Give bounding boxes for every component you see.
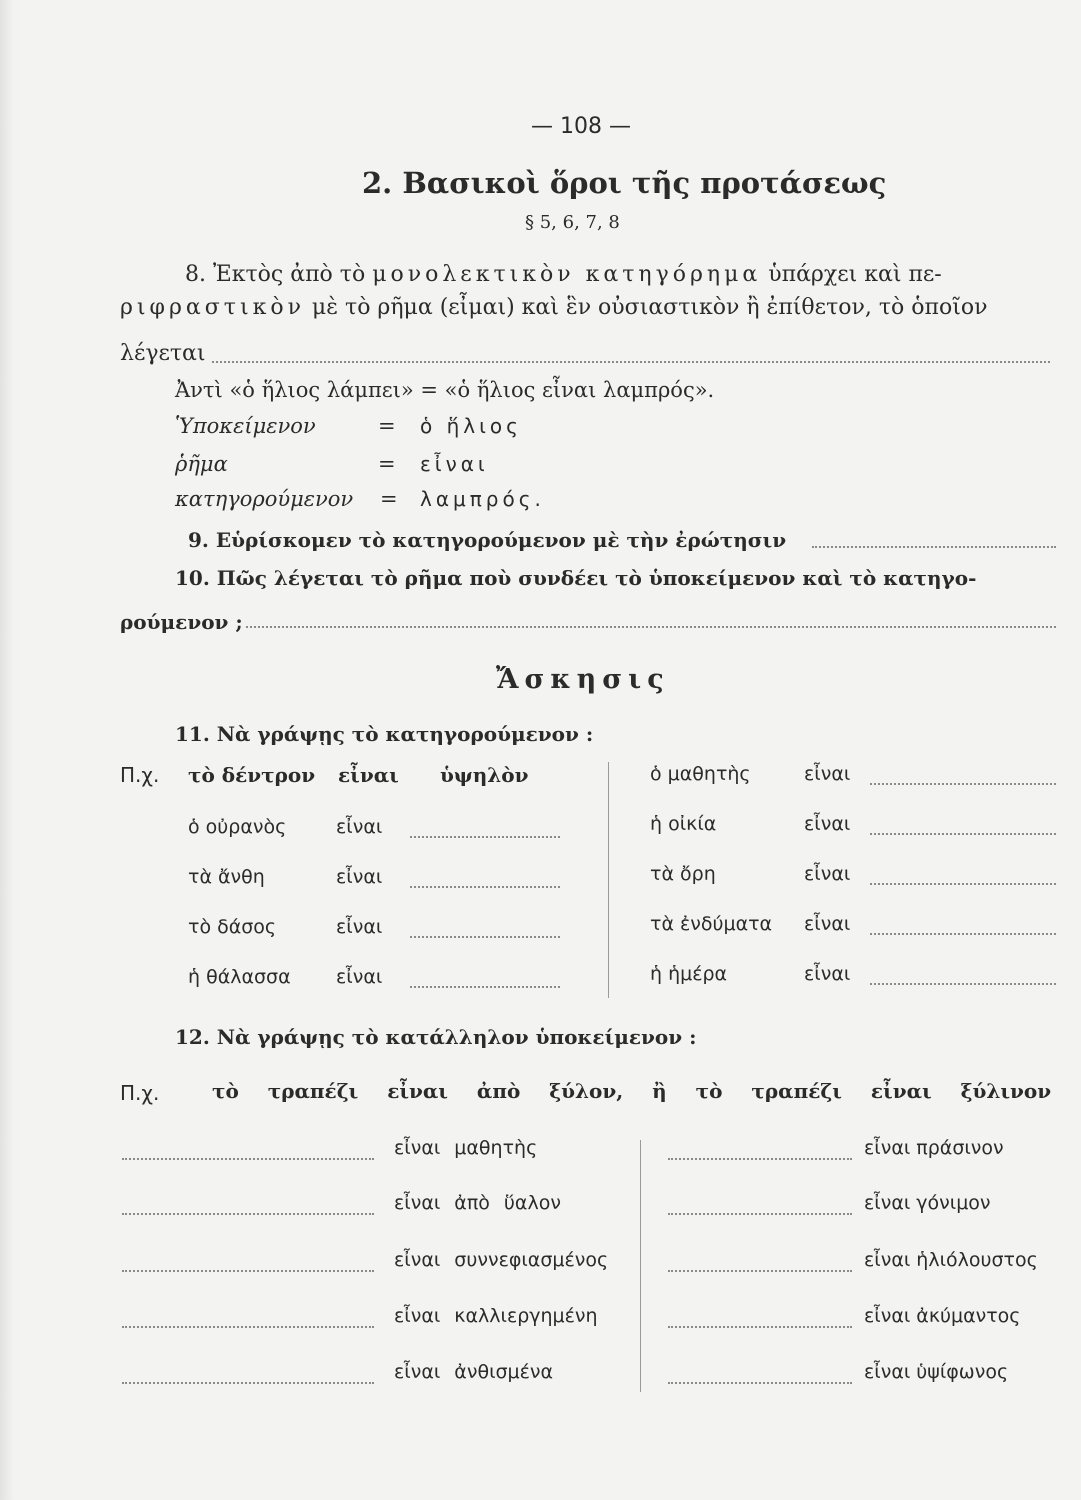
- example-11-subject: τὸ δέντρον: [188, 763, 316, 787]
- q11-left-verb: εἶναι: [336, 966, 383, 988]
- q11-right-answer-line[interactable]: [870, 883, 1056, 885]
- p8-spaced-term-2: ριφραστικὸν: [120, 295, 305, 320]
- example-prefix-12: Π.χ.: [120, 1081, 160, 1105]
- eq-sign: =: [380, 487, 398, 511]
- q12-left-answer-line[interactable]: [122, 1213, 374, 1215]
- p8-text-c: ὑπάρχει καὶ πε-: [761, 262, 942, 287]
- column-divider-12: [640, 1140, 641, 1392]
- q12-right-answer-line[interactable]: [668, 1382, 852, 1384]
- question-10-line1: 10. Πῶς λέγεται τὸ ρῆμα ποὺ συνδέει τὸ ὑποκείμενον καὶ τὸ κατηγο-: [175, 566, 977, 590]
- paragraph-8-line3: λέγεται: [120, 341, 206, 366]
- q12-right-predicate: εἶναι ἡλιόλουστος: [864, 1249, 1038, 1271]
- q11-right-verb: εἶναι: [804, 913, 851, 935]
- q12-left-predicate: εἶναι καλλιεργημένη: [394, 1305, 598, 1327]
- q11-left-subject: ἡ θάλασσα: [188, 966, 291, 988]
- p8-spaced-term: μονολεκτικὸν κατηγόρημα: [372, 262, 762, 287]
- eq-sign: =: [378, 414, 396, 438]
- q12-right-answer-line[interactable]: [668, 1158, 852, 1160]
- q11-right-verb: εἶναι: [804, 763, 851, 785]
- q11-right-answer-line[interactable]: [870, 933, 1056, 935]
- q12-right-answer-line[interactable]: [668, 1213, 852, 1215]
- paragraph-8-line1: [185, 262, 942, 287]
- q12-left-answer-line[interactable]: [122, 1270, 374, 1272]
- q11-left-verb: εἶναι: [336, 866, 383, 888]
- paragraph-8-line2: [120, 295, 987, 320]
- q11-right-answer-line[interactable]: [870, 833, 1056, 835]
- question-11: 11. Νὰ γράψῃς τὸ κατηγορούμενον :: [175, 722, 594, 746]
- exercise-title: Ἄσκησις: [496, 664, 670, 695]
- q12-left-predicate: εἶναι ἀνθισμένα: [394, 1361, 554, 1383]
- q11-right-answer-line[interactable]: [870, 783, 1056, 785]
- q11-left-verb: εἶναι: [336, 816, 383, 838]
- q11-left-verb: εἶναι: [336, 916, 383, 938]
- section-title: 2. Βασικοὶ ὅροι τῆς προτάσεως: [362, 166, 887, 200]
- q11-right-answer-line[interactable]: [870, 983, 1056, 985]
- q11-left-subject: ὁ οὐρανὸς: [188, 816, 287, 838]
- example-intro: Ἀντὶ «ὁ ἥλιος λάμπει» = «ὁ ἥλιος εἶναι λαμπρός».: [175, 378, 715, 402]
- q11-right-verb: εἶναι: [804, 863, 851, 885]
- q11-left-answer-line[interactable]: [410, 986, 560, 988]
- eq-sign: =: [378, 452, 396, 476]
- term-subject: Ὑποκείμενον: [175, 414, 316, 438]
- example-12-sentence: τὸ τραπέζι εἶναι ἀπὸ ξύλον, ἢ τὸ τραπέζι εἶναι ξύλινον: [212, 1079, 1052, 1103]
- q12-right-predicate: εἶναι ὑψίφωνος: [864, 1361, 1009, 1383]
- q12-left-answer-line[interactable]: [122, 1158, 374, 1160]
- q12-right-answer-line[interactable]: [668, 1270, 852, 1272]
- q12-left-answer-line[interactable]: [122, 1382, 374, 1384]
- question-10-line2: ρούμενον ;: [120, 610, 243, 634]
- q11-right-verb: εἶναι: [804, 813, 851, 835]
- question-9: 9. Εὑρίσκομεν τὸ κατηγορούμενον μὲ τὴν ἐρώτησιν: [188, 528, 787, 552]
- q11-left-answer-line[interactable]: [410, 936, 560, 938]
- value-subject: ὁ ἥλιος: [420, 414, 522, 438]
- q11-right-subject: ἡ οἰκία: [650, 813, 717, 835]
- answer-line-8[interactable]: [212, 361, 1050, 363]
- term-predicate: κατηγορούμενον: [175, 487, 354, 511]
- q12-left-predicate: εἶναι συννεφιασμένος: [394, 1249, 609, 1271]
- page-edge-shadow: [0, 0, 14, 1500]
- page-number: — 108 —: [531, 114, 631, 139]
- q12-left-answer-line[interactable]: [122, 1326, 374, 1328]
- q11-right-subject: ὁ μαθητὴς: [650, 763, 751, 785]
- q11-left-subject: τὰ ἄνθη: [188, 866, 265, 888]
- value-predicate: λαμπρός.: [420, 487, 545, 511]
- answer-line-9[interactable]: [812, 546, 1056, 548]
- question-12: 12. Νὰ γράψῃς τὸ κατάλληλον ὑποκείμενον :: [175, 1025, 697, 1049]
- p8-text-a: 8. Ἐκτὸς ἀπὸ τὸ: [185, 262, 373, 287]
- example-prefix-11: Π.χ.: [120, 763, 160, 787]
- q11-right-subject: τὰ ὄρη: [650, 863, 716, 885]
- q12-left-predicate: εἶναι μαθητὴς: [394, 1137, 538, 1159]
- q12-right-predicate: εἶναι πράσινον: [864, 1137, 1004, 1159]
- value-verb: εἶναι: [420, 452, 489, 476]
- example-11-answer: ὑψηλὸν: [440, 763, 529, 787]
- q11-right-subject: τὰ ἐνδύματα: [650, 913, 773, 935]
- section-refs: § 5, 6, 7, 8: [525, 212, 620, 233]
- q12-right-predicate: εἶναι γόνιμον: [864, 1192, 991, 1214]
- column-divider-11: [608, 762, 609, 998]
- q11-right-subject: ἡ ἡμέρα: [650, 963, 728, 985]
- term-verb: ῥῆμα: [175, 452, 228, 476]
- q11-right-verb: εἶναι: [804, 963, 851, 985]
- q12-left-predicate: εἶναι ἀπὸ ὕαλον: [394, 1192, 561, 1214]
- q11-left-answer-line[interactable]: [410, 836, 560, 838]
- q12-right-answer-line[interactable]: [668, 1326, 852, 1328]
- q11-left-answer-line[interactable]: [410, 886, 560, 888]
- example-11-verb: εἶναι: [338, 763, 399, 787]
- answer-line-10[interactable]: [246, 626, 1056, 628]
- p8-text-d: μὲ τὸ ρῆμα (εἶμαι) καὶ ἓν οὐσιαστικὸν ἢ ἐπίθετον, τὸ ὁποῖον: [304, 295, 988, 320]
- q11-left-subject: τὸ δάσος: [188, 916, 277, 938]
- q12-right-predicate: εἶναι ἀκύμαντος: [864, 1305, 1021, 1327]
